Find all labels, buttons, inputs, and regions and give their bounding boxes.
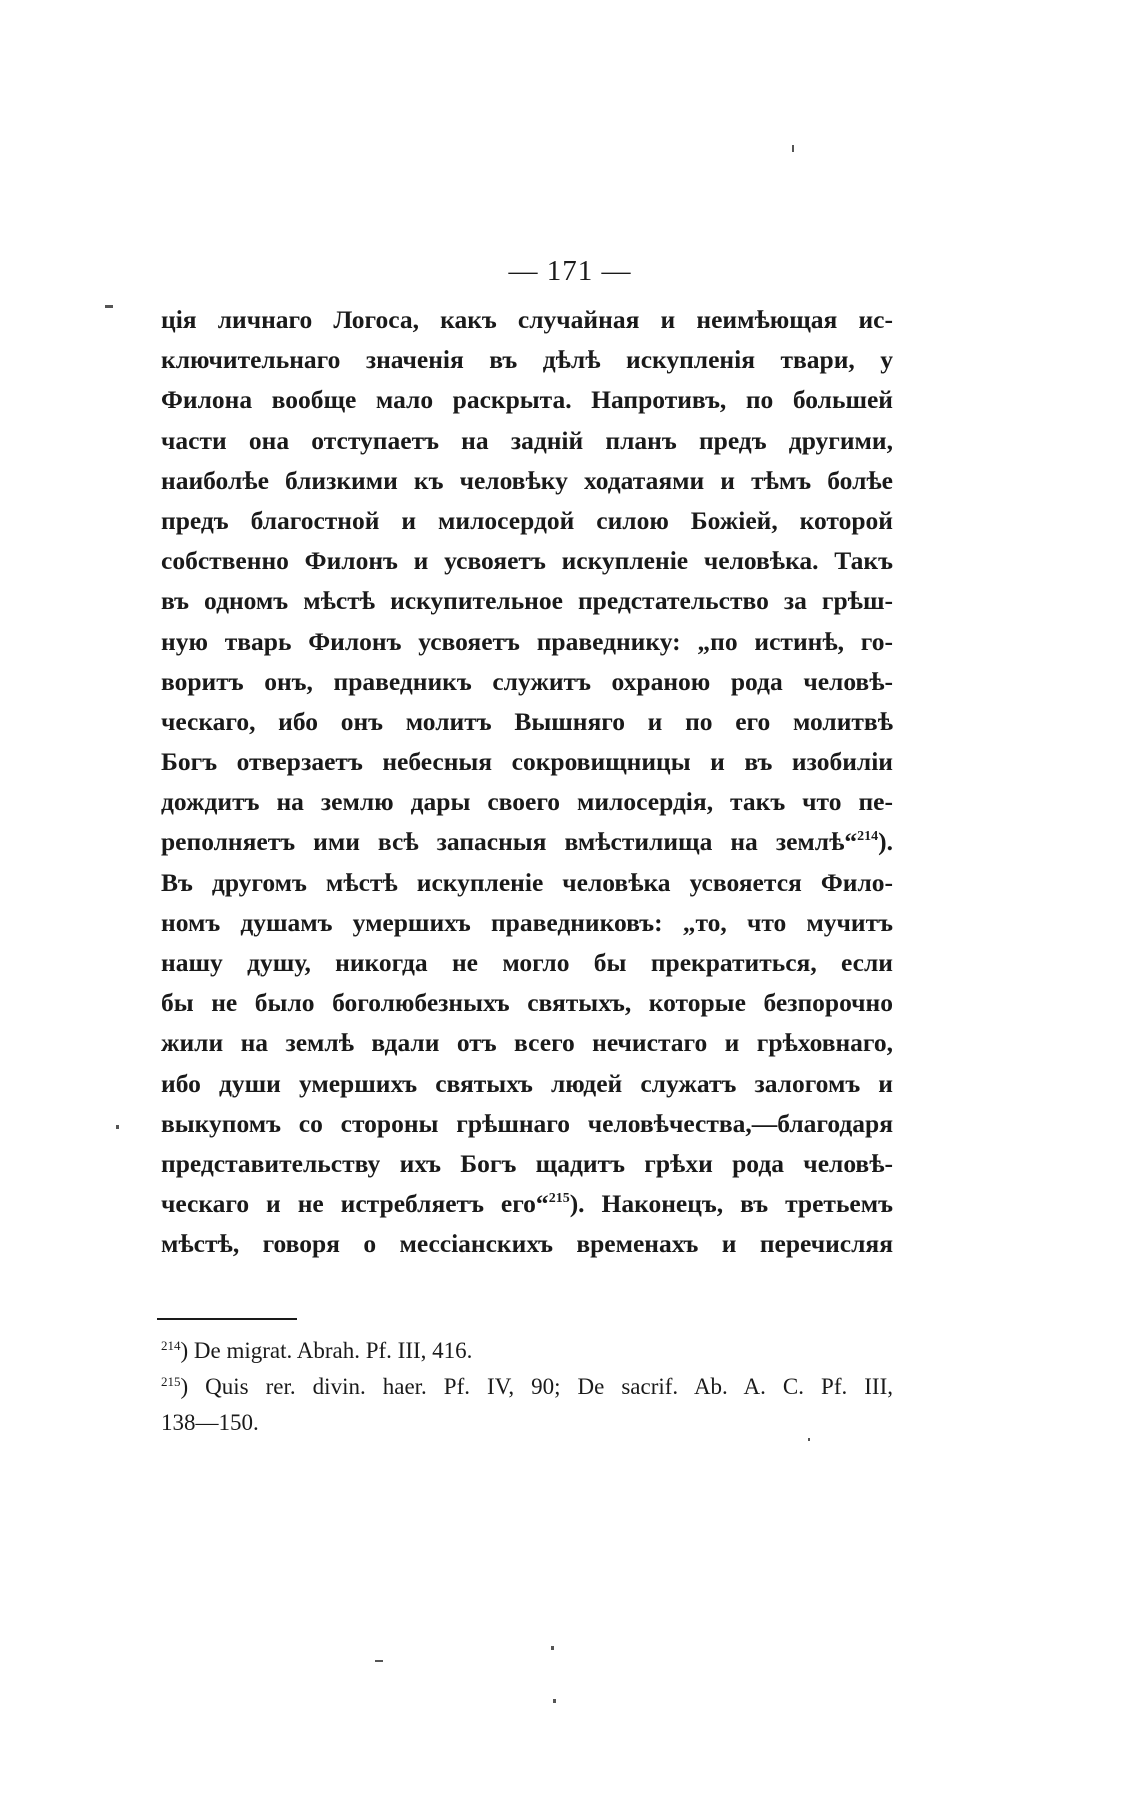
footnotes — [161, 1333, 893, 1441]
page-number: — 171 — — [508, 255, 632, 287]
scan-speck — [375, 1660, 383, 1662]
text-line: ключительнаго значенія въ дѣлѣ искупленія твари, у — [161, 345, 893, 375]
text-line: нашу душу, никогда не могло бы прекратиться, если — [161, 948, 893, 977]
scan-speck — [792, 145, 794, 152]
main-text — [161, 300, 893, 1265]
text-line: жили на землѣ вдали отъ всего нечистаго и грѣховнаго, — [161, 1028, 893, 1058]
text-line: бы не было боголюбезныхъ святыхъ, которые безпорочно — [161, 988, 893, 1018]
text-line: ція личнаго Логоса, какъ случайная и неимѣющая ис- — [161, 305, 893, 334]
footnote: $^{215}$) Quis rer. divin. haer. Pf. IV, 90; De sacrif. Ab. A. C. Pf. III, — [161, 1374, 893, 1399]
footnote-divider — [157, 1318, 297, 1320]
text-line: ную тварь Филонъ усвояетъ праведнику: „по истинѣ, го- — [161, 626, 893, 656]
scan-speck — [116, 1125, 119, 1129]
footnote-mark: 214 — [161, 1338, 181, 1353]
text-line: воритъ онъ, праведникъ служитъ охраною рода человѣ- — [161, 666, 893, 696]
footnote: 138—150. — [161, 1410, 259, 1435]
text-line: ческаго и не истребляетъ его“$^{215}$). Наконецъ, въ третьемъ — [161, 1189, 893, 1219]
text-line: предъ благостной и милосердой силою Божiей, которой — [161, 505, 893, 535]
text-line: номъ душамъ умершихъ праведниковъ: „то, что мучитъ — [161, 907, 893, 937]
scan-speck — [553, 1699, 556, 1703]
scan-speck — [105, 305, 113, 308]
scan-speck — [551, 1646, 554, 1650]
text-line: дождитъ на землю дары своего милосердія, такъ что пе- — [161, 787, 893, 817]
text-line: части она отступаетъ на заднiй планъ предъ другими, — [161, 425, 893, 455]
text-line: реполняетъ ими всѣ запасныя вмѣстилища на землѣ“$^{214}$). — [161, 827, 893, 857]
footnote: $^{214}$) De migrat. Abrah. Pf. III, 416. — [161, 1338, 473, 1363]
text-line: Филона вообще мало раскрыта. Напротивъ, по большей — [161, 385, 893, 415]
text-line: Богъ отверзаетъ небесныя сокровищницы и въ изобиліи — [161, 747, 893, 777]
text-line: въ одномъ мѣстѣ искупительное предстательство за грѣш- — [161, 586, 893, 616]
footnote-mark: 215 — [161, 1374, 181, 1389]
text-line: наиболѣе близкими къ человѣку ходатаями и тѣмъ болѣе — [161, 465, 893, 495]
text-line: собственно Филонъ и усвояетъ искупленіе человѣка. Такъ — [161, 546, 893, 576]
footnote-ref[interactable]: 214 — [857, 829, 879, 845]
text-line: выкупомъ со стороны грѣшнаго человѣчества,—благодаря — [161, 1108, 893, 1138]
text-line: представительству ихъ Богъ щадитъ грѣхи рода человѣ- — [161, 1148, 893, 1178]
text-line: ибо души умершихъ святыхъ людей служатъ залогомъ и — [161, 1068, 893, 1098]
text-line: мѣстѣ, говоря о мессіанскихъ временахъ и перечисляя — [161, 1229, 893, 1259]
footnote-ref[interactable]: 215 — [548, 1191, 570, 1207]
text-line: ческаго, ибо онъ молитъ Вышняго и по его молитвѣ — [161, 706, 893, 736]
text-line: Въ другомъ мѣстѣ искупленіе человѣка усвояется Фило- — [161, 867, 893, 897]
scan-speck — [808, 1438, 810, 1441]
